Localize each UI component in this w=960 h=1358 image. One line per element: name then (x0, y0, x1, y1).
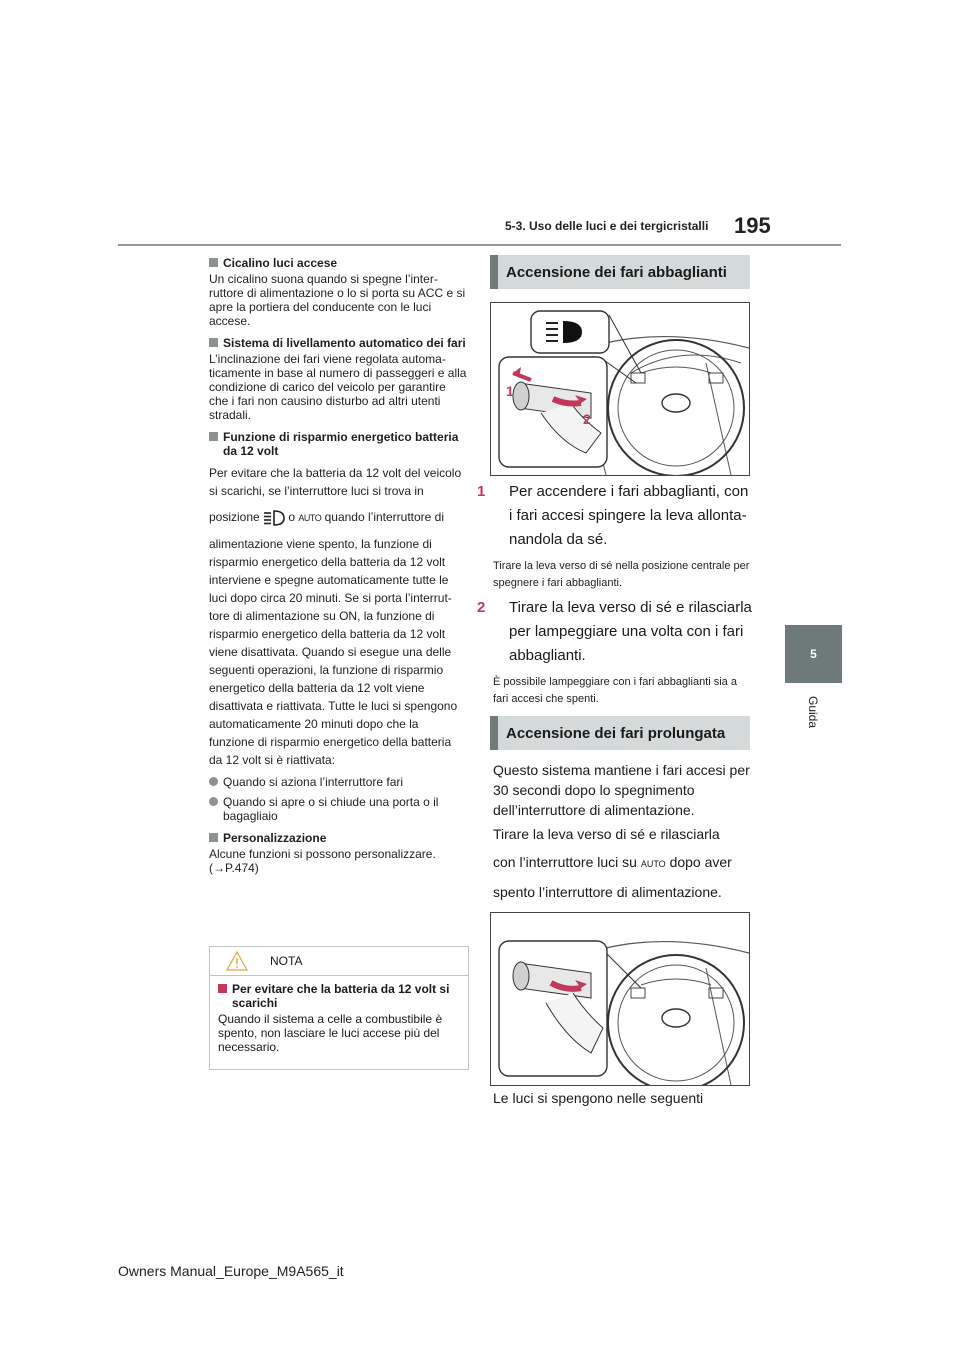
paragraph-spegnimento: Le luci si spengono nelle seguenti (493, 1090, 704, 1106)
banner-abbaglianti: Accensione dei fari abbaglianti (490, 255, 750, 289)
square-bullet-icon (209, 432, 218, 441)
square-bullet-icon (209, 258, 218, 267)
paragraph-risparmio-pos: posizione o AUTO quando l’interruttore di (209, 510, 445, 524)
auto-label: AUTO (640, 859, 666, 869)
subheading-risparmio: Funzione di risparmio energetico batteria da 12 volt (209, 430, 467, 458)
paragraph-cicalino: Un cicalino suona quando si spegne l’interruttore di alimentazione o lo si porta su ACC e si apre la portiera del conducente con le luci accese. (209, 272, 466, 328)
illustration-lever-pull (490, 912, 750, 1086)
banner-prolungata: Accensione dei fari prolungata (490, 716, 750, 750)
page-number: 195 (734, 213, 771, 238)
nota-body (210, 976, 468, 1054)
illustration-high-beam (490, 302, 750, 476)
paragraph-livellamento: L’inclinazione dei fari viene regolata automaticamente in base al numero di passeggeri e alla condizione di carico del veicolo per garantire che i fari non causino disturbo ad altri utenti stradali. (209, 352, 467, 422)
paragraph-personalizzazione: Alcune funzioni si possono personalizzare. (→P.474) (209, 847, 436, 875)
subheading-personalizzazione: Personalizzazione (209, 831, 467, 845)
auto-label: AUTO (298, 513, 322, 523)
nota-title: Per evitare che la batteria da 12 volt si scarichi (218, 982, 460, 1010)
left-column (209, 256, 467, 875)
paragraph-risparmio-c: alimentazione viene spento, la funzione di risparmio energetico della batteria da 12 volt interviene e spegne automaticamente tutte le luci dopo circa 20 minuti. Se si porta l’interruttore di alimentazione su ON, la funzione di risparmio energetico della batteria da 12 volt viene disattivata. Quando si esegue una delle seguenti operazioni, la funzione di risparmio energetico della batteria da 12 volt viene disattivata e riattivata. Tutte le luci si spengono automaticamente 20 minuti dopo che la funzione di risparmio energetico della batteria da 12 volt si è riattivata: (209, 537, 458, 767)
list-item: Quando si apre o si chiude una porta o il bagagliaio (209, 795, 467, 823)
paragraph-prolungata: Questo sistema mantiene i fari accesi per 30 secondi dopo lo spegnimento dell’interruttore di alimentazione. (493, 762, 750, 818)
nota-box (209, 946, 469, 1070)
header-divider (118, 244, 841, 246)
nota-header (210, 947, 468, 976)
step-1: 1 Per accendere i fari abbaglianti, con i fari accesi spingere la leva allontanandola da sé. (477, 483, 749, 548)
chapter-tab[interactable] (785, 625, 842, 683)
square-bullet-icon (218, 984, 227, 993)
square-bullet-icon (209, 338, 218, 347)
step-1-note: Tirare la leva verso di sé nella posizione centrale per spegnere i fari abbaglianti. (493, 560, 750, 589)
subheading-cicalino: Cicalino luci accese (209, 256, 467, 270)
nota-text: Quando il sistema a celle a combustibile è spento, non lasciare le luci accese più del necessario. (218, 1012, 443, 1054)
figure-label-2: 2 (583, 411, 591, 427)
list-item: Quando si aziona l’interruttore fari (209, 775, 467, 789)
steps (477, 480, 753, 708)
step-2: 2 Tirare la leva verso di sé e rilasciarla per lampeggiare una volta con i fari abbaglianti. (477, 599, 752, 664)
chapter-label: Guida (806, 695, 820, 729)
headlight-icon (263, 510, 285, 526)
subheading-livellamento: Sistema di livellamento automatico dei fari (209, 336, 467, 350)
round-bullet-icon (209, 777, 218, 786)
warning-icon (226, 951, 248, 971)
steering-wheel-illustration (491, 303, 749, 475)
footer-text: Owners Manual_Europe_M9A565_it (118, 1263, 344, 1279)
round-bullet-icon (209, 797, 218, 806)
paragraph-prolungata-2: Tirare la leva verso di sé e rilasciarla con l’interruttore luci su AUTO dopo aver spento l’interruttore di alimentazione. (493, 826, 732, 900)
chapter-number: 5 (810, 647, 817, 661)
figure-label-1: 1 (506, 383, 514, 399)
paragraph-risparmio-a: Per evitare che la batteria da 12 volt del veicolo si scarichi, se l’interruttore luci si trova in (209, 466, 462, 498)
step-2-note: È possibile lampeggiare con i fari abbaglianti sia a fari accesi che spenti. (493, 676, 737, 705)
square-bullet-icon (209, 833, 218, 842)
nota-label: NOTA (270, 954, 303, 968)
steering-wheel-illustration (491, 913, 749, 1085)
section-title: 5-3. Uso delle luci e dei tergicristalli (505, 219, 709, 233)
